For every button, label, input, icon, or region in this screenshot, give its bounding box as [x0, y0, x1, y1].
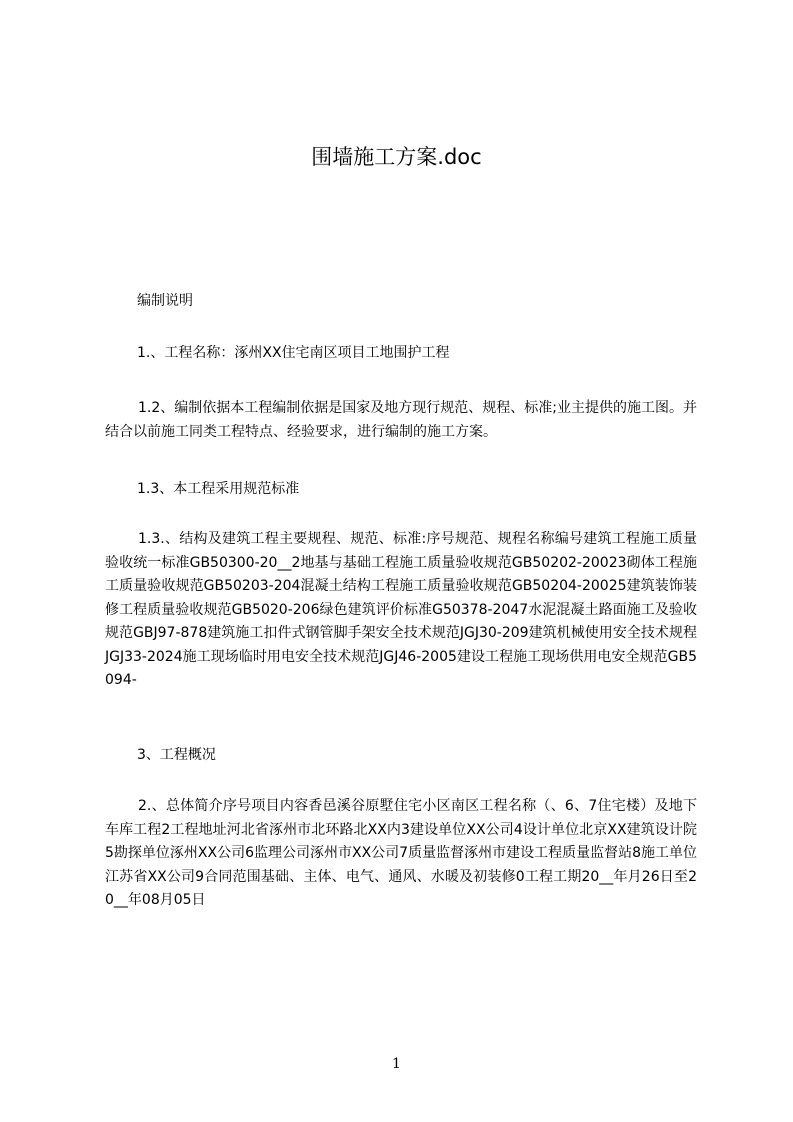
section-prep-note: 编制说明 — [137, 293, 193, 309]
section-overview-heading: 3、工程概况 — [137, 747, 216, 763]
section-project-overview: 2.、总体简介序号项目内容香邑溪谷原墅住宅小区南区工程名称（、6、7住宅楼）及地下车库工程2工程地址河北省涿州市北环路北XX内3建设单位XX公司4设计单位北京XX建筑设计院5勘探单位涿州XX公司6监理公司涿州市XX公司7质量监督涿州市建设工程质量监督站8施工单位江苏省XX公司9合同范围基础、主体、电气、通风、水暖及初装修0工程工期20__年月26日至20__年08月05日 — [105, 798, 697, 908]
section-standards-list: 1.3.、结构及建筑工程主要规程、规范、标准:序号规范、规程名称编号建筑工程施工质量验收统一标准GB50300-20__2地基与基础工程施工质量验收规范GB50202-20023砌体工程施工质量验收规范GB50203-204混凝土结构工程施工质量验收规范GB50204-20025建筑装饰装修工程质量验收规范GB5020-206绿色建筑评价标准G50378-2047水泥混凝土路面施工及验收规范GBJ97-878建筑施工扣件式钢管脚手架安全技术规范JGJ30-209建筑机械使用安全技术规程JGJ33-2024施工现场临时用电安全技术规范JGJ46-2005建设工程施工现场供用电安全规范GB5094- — [105, 531, 697, 688]
document-title: 围墙施工方案.doc — [311, 145, 482, 169]
section-project-name: 1.、工程名称：涿州XX住宅南区项目工地围护工程 — [137, 345, 450, 361]
section-standards-heading: 1.3、本工程采用规范标准 — [137, 481, 300, 497]
section-compilation-basis: 1.2、编制依据本工程编制依据是国家及地方现行规范、规程、标准;业主提供的施工图。并结合以前施工同类工程特点、经验要求，进行编制的施工方案。 — [105, 400, 697, 440]
page-number: 1 — [392, 1056, 401, 1072]
